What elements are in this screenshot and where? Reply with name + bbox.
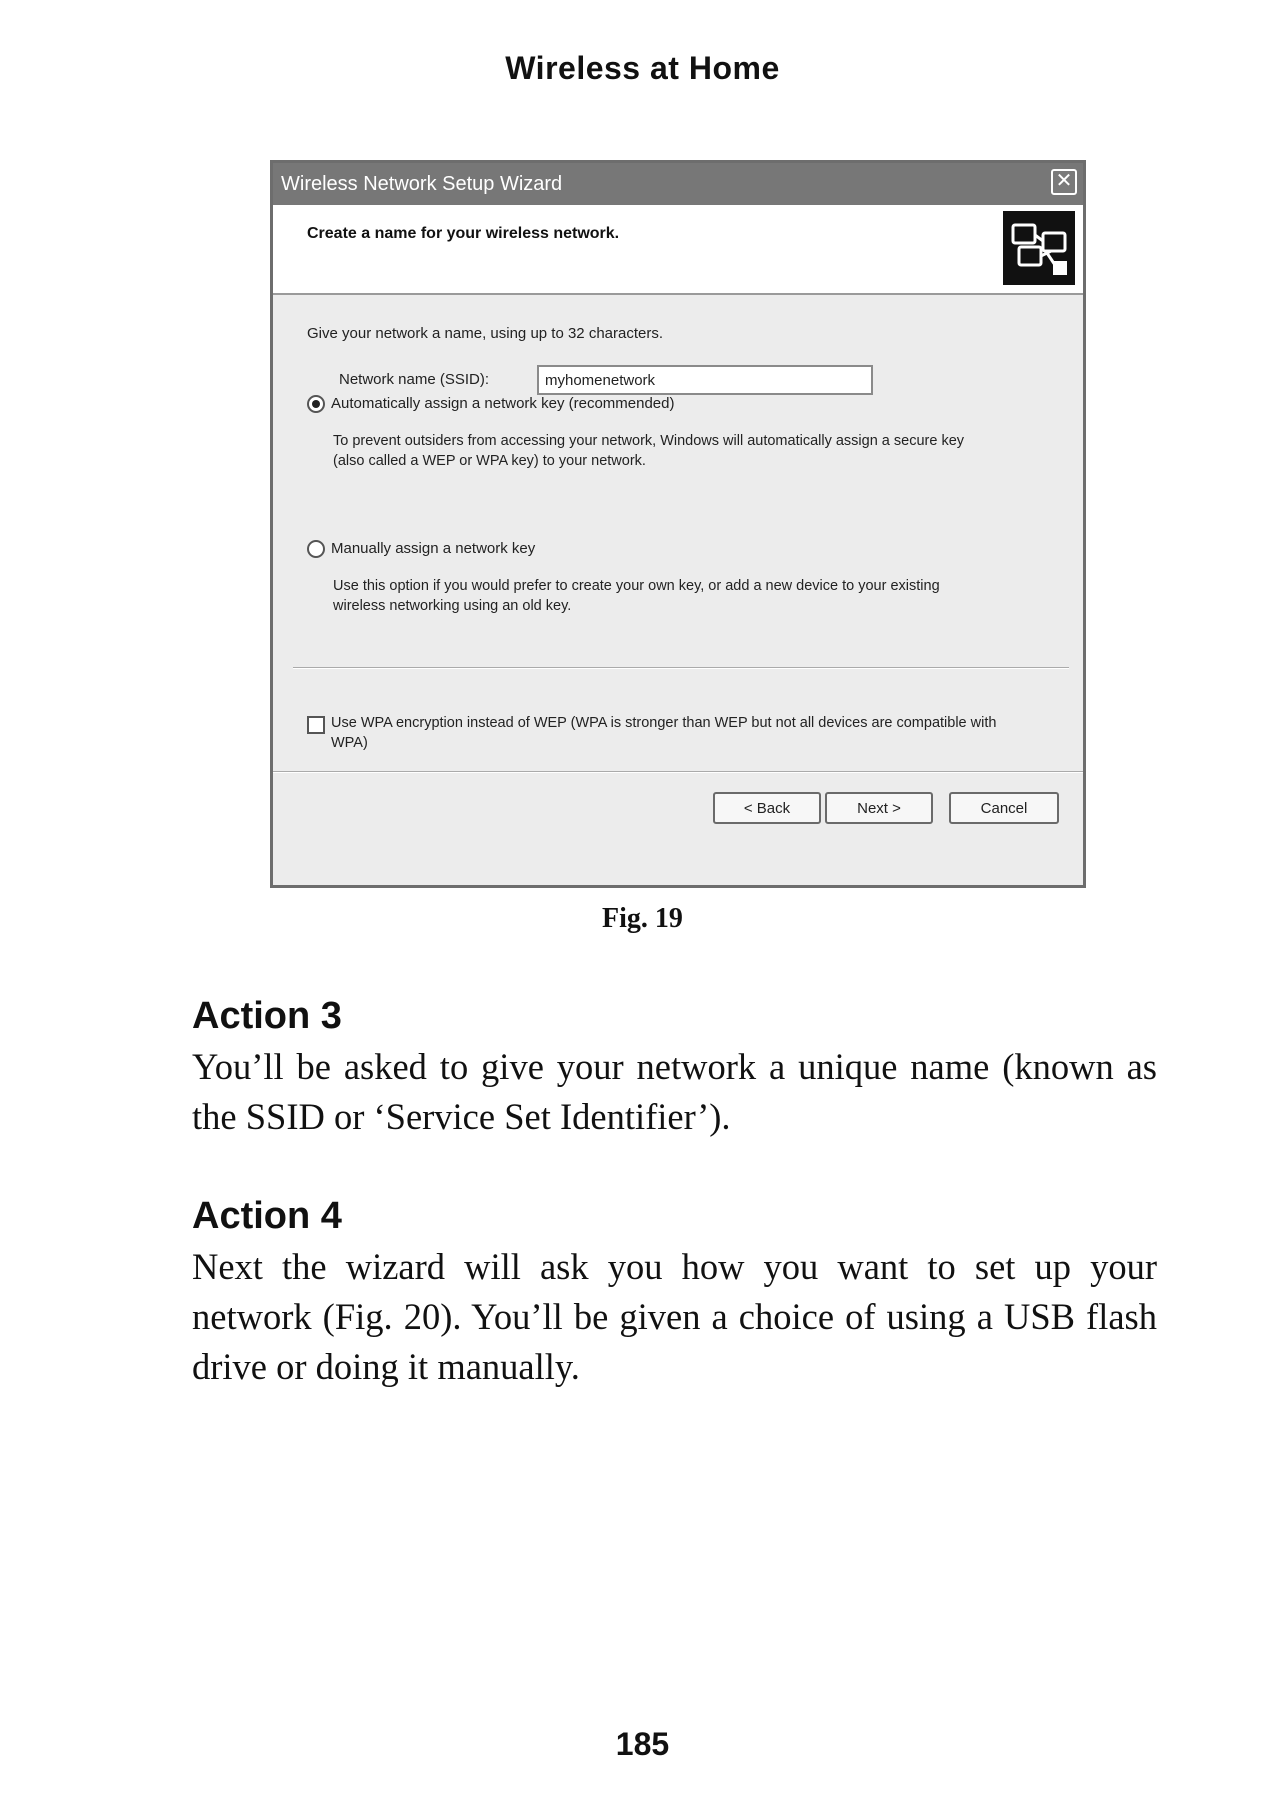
running-header: Wireless at Home [505, 50, 780, 86]
dialog-content [273, 295, 1083, 885]
manual-key-description: Use this option if you would prefer to create your own key, or add a new device to your existing wireless networking using an old key. [333, 578, 940, 614]
action-3-heading: Action 3 [192, 995, 342, 1037]
ssid-input[interactable] [537, 365, 873, 395]
auto-key-description: To prevent outsiders from accessing your network, Windows will automatically assign a secure key (also called a WEP or WPA key) to your network. [333, 433, 965, 469]
auto-key-radio[interactable] [307, 395, 325, 413]
cancel-button[interactable]: Cancel [949, 792, 1059, 824]
manual-key-label: Manually assign a network key [331, 540, 536, 557]
action-3-body: You’ll be asked to give your network a unique name (known as the SSID or ‘Service Set Identifier’). [192, 1046, 1157, 1137]
dialog-title: Wireless Network Setup Wizard [281, 173, 563, 195]
auto-key-label: Automatically assign a network key (recommended) [331, 395, 675, 412]
dialog-banner [273, 205, 1083, 295]
wizard-dialog [270, 160, 1086, 888]
ssid-prompt: Give your network a name, using up to 32 characters. [307, 325, 664, 342]
action-4-body: Next the wizard will ask you how you want to set up your network (Fig. 20). You’ll be given a choice of using a USB flash drive or doing it manually. [192, 1246, 1157, 1387]
ssid-label: Network name (SSID): [339, 371, 490, 388]
back-button[interactable]: < Back [713, 792, 821, 824]
wpa-checkbox[interactable] [307, 716, 325, 734]
footer-divider [273, 771, 1083, 773]
wpa-checkbox-label: Use WPA encryption instead of WEP (WPA is stronger than WEP but not all devices are compatible with WPA) [331, 715, 997, 751]
close-button[interactable] [1051, 169, 1077, 195]
banner-title: Create a name for your wireless network. [307, 225, 620, 242]
network-computers-icon [1003, 211, 1075, 285]
page-number: 185 [615, 1726, 670, 1762]
dialog-titlebar [273, 163, 1083, 205]
close-icon: ✕ [1055, 170, 1073, 192]
options-divider [293, 667, 1069, 669]
manual-key-radio[interactable] [307, 540, 325, 558]
action-4-heading: Action 4 [192, 1195, 342, 1237]
next-button[interactable]: Next > [825, 792, 933, 824]
figure-caption: Fig. 19 [602, 903, 683, 934]
